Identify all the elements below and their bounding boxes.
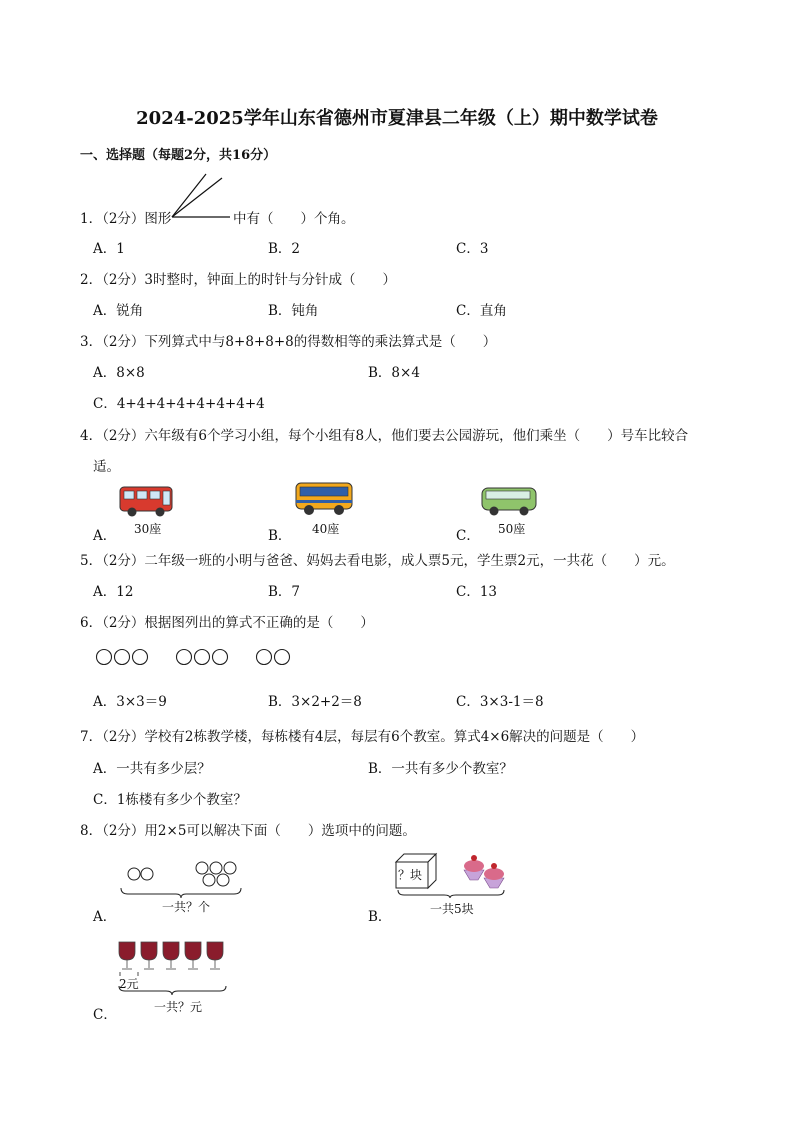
bus-red-icon bbox=[118, 484, 176, 520]
section-heading: 一、选择题（每题2分，共16分） bbox=[80, 148, 277, 163]
angle-figure bbox=[170, 172, 232, 220]
question-4-line1: 4．（2分）六年级有6个学习小组，每个小组有8人，他们要去公园游玩，他们乘坐（ ）号车比较合 bbox=[80, 428, 689, 444]
q6-option-c[interactable]: C．3×3-1＝8 bbox=[456, 694, 544, 710]
q6-option-b[interactable]: B．3×2+2＝8 bbox=[268, 694, 362, 710]
circles-figure bbox=[95, 648, 295, 666]
question-1-prefix: 1．（2分）图形 bbox=[80, 211, 172, 227]
q2-option-b[interactable]: B．钝角 bbox=[268, 303, 319, 319]
q5-option-b[interactable]: B．7 bbox=[268, 584, 301, 600]
q4-option-c[interactable]: C． bbox=[456, 528, 480, 544]
q7-option-b[interactable]: B．一共有多少个教室？ bbox=[368, 761, 513, 777]
q8-option-a[interactable]: A． bbox=[93, 909, 117, 925]
q8-option-b[interactable]: B． bbox=[368, 909, 392, 925]
option-c-total-label: 一共？元 bbox=[154, 1000, 203, 1014]
q3-option-a[interactable]: A．8×8 bbox=[93, 365, 145, 381]
q1-option-b[interactable]: B．2 bbox=[268, 241, 301, 257]
question-4-line2: 适。 bbox=[93, 459, 120, 475]
option-c-price-label: 2元 bbox=[119, 977, 139, 991]
q1-option-a[interactable]: A．1 bbox=[93, 241, 125, 257]
question-3: 3．（2分）下列算式中与8+8+8+8的得数相等的乘法算式是（ ） bbox=[80, 334, 497, 350]
question-7: 7．（2分）学校有2栋教学楼，每栋楼有4层，每层有6个教室。算式4×6解决的问题是（ ） bbox=[80, 729, 645, 745]
q1-option-c[interactable]: C．3 bbox=[456, 241, 489, 257]
bus-40-label: 40座 bbox=[312, 522, 340, 536]
bus-yellow-icon bbox=[294, 480, 356, 518]
question-6: 6．（2分）根据图列出的算式不正确的是（ ） bbox=[80, 615, 374, 631]
q4-option-b[interactable]: B． bbox=[268, 528, 292, 544]
q2-option-c[interactable]: C．直角 bbox=[456, 303, 507, 319]
question-2: 2．（2分）3时整时，钟面上的时针与分针成（ ） bbox=[80, 272, 397, 288]
q5-option-a[interactable]: A．12 bbox=[93, 584, 134, 600]
q5-option-c[interactable]: C．13 bbox=[456, 584, 498, 600]
bus-30-label: 30座 bbox=[134, 522, 162, 536]
q8-option-c[interactable]: C． bbox=[93, 1007, 117, 1023]
question-1-suffix: 中有（ ）个角。 bbox=[233, 211, 355, 227]
question-5: 5．（2分）二年级一班的小明与爸爸、妈妈去看电影，成人票5元，学生票2元，一共花（ ）元。 bbox=[80, 553, 675, 569]
option-b-box-label: ？块 bbox=[398, 868, 423, 882]
q7-option-a[interactable]: A．一共有多少层？ bbox=[93, 761, 211, 777]
q4-option-a[interactable]: A． bbox=[93, 528, 117, 544]
q7-option-c[interactable]: C．1栋楼有多少个教室？ bbox=[93, 792, 247, 808]
q3-option-c[interactable]: C．4+4+4+4+4+4+4+4 bbox=[93, 396, 265, 412]
option-a-total-label: 一共？个 bbox=[162, 900, 211, 914]
bus-green-icon bbox=[480, 485, 540, 519]
q3-option-b[interactable]: B．8×4 bbox=[368, 365, 420, 381]
q2-option-a[interactable]: A．锐角 bbox=[93, 303, 144, 319]
q6-option-a[interactable]: A．3×3＝9 bbox=[93, 694, 167, 710]
option-a-circles-brace-figure bbox=[118, 858, 244, 898]
page-title: 2024-2025学年山东省德州市夏津县二年级（上）期中数学试卷 bbox=[136, 108, 658, 129]
bus-50-label: 50座 bbox=[498, 522, 526, 536]
question-8: 8．（2分）用2×5可以解决下面（ ）选项中的问题。 bbox=[80, 823, 416, 839]
option-b-total-label: 一共5块 bbox=[430, 902, 474, 916]
